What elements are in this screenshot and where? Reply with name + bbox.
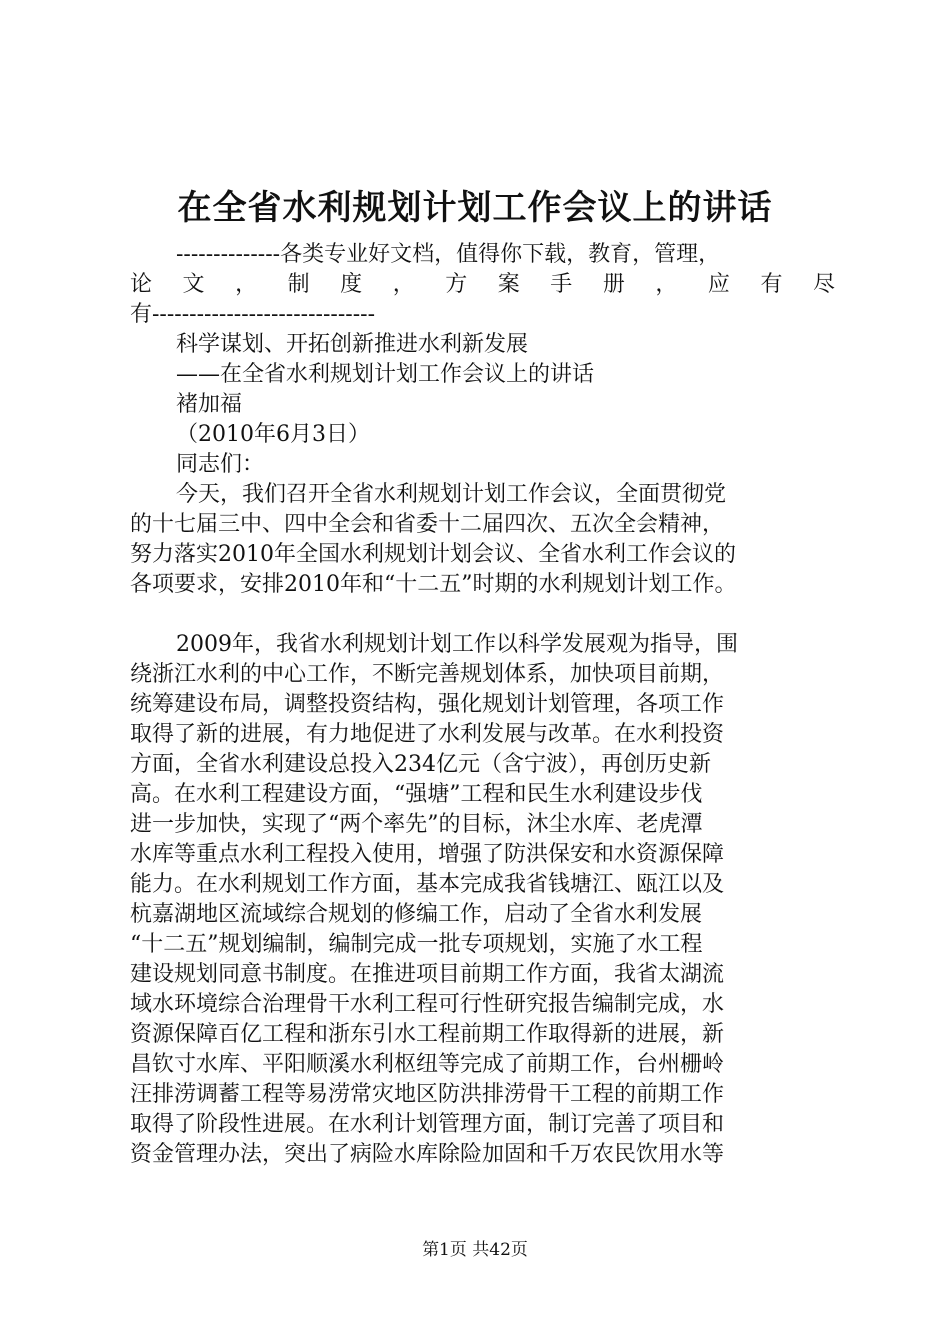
paragraph-line: 2009年，我省水利规划计划工作以科学发展观为指导，围 <box>176 632 738 657</box>
paragraph-line: 资源保障百亿工程和浙东引水工程前期工作取得新的进展，新 <box>130 1022 725 1047</box>
banner-line: 论 文 ， 制 度 ， 方 案 手 册 ， 应 有 尽 <box>130 272 835 297</box>
paragraph-line: 建设规划同意书制度。在推进项目前期工作方面，我省太湖流 <box>130 962 725 987</box>
paragraph-line: 水库等重点水利工程投入使用，增强了防洪保安和水资源保障 <box>130 842 725 867</box>
paragraph-line: 绕浙江水利的中心工作，不断完善规划体系，加快项目前期， <box>130 662 725 687</box>
speaker-name: 褚加福 <box>176 392 243 417</box>
paragraph-line: 资金管理办法，突出了病险水库除险加固和千万农民饮用水等 <box>130 1142 725 1167</box>
paragraph-line: “十二五”规划编制，编制完成一批专项规划，实施了水工程 <box>130 932 703 957</box>
paragraph-line: 今天，我们召开全省水利规划计划工作会议，全面贯彻党 <box>176 482 727 507</box>
paragraph-line: 高。在水利工程建设方面，“强塘”工程和民生水利建设步伐 <box>130 782 703 807</box>
paragraph-line: 取得了新的进展，有力地促进了水利发展与改革。在水利投资 <box>130 722 725 747</box>
salutation: 同志们： <box>176 452 265 477</box>
speech-title: 科学谋划、开拓创新推进水利新发展 <box>176 332 529 357</box>
paragraph-line: 昌钦寸水库、平阳顺溪水利枢纽等完成了前期工作，台州栅岭 <box>130 1052 725 1077</box>
paragraph-line: 进一步加快，实现了“两个率先”的目标，沐尘水库、老虎潭 <box>130 812 703 837</box>
paragraph-line: 能力。在水利规划工作方面，基本完成我省钱塘江、瓯江以及 <box>130 872 725 897</box>
paragraph-line: 努力落实2010年全国水利规划计划会议、全省水利工作会议的 <box>130 542 736 567</box>
paragraph-line: 各项要求，安排2010年和“十二五”时期的水利规划计划工作。 <box>130 572 737 597</box>
document-title: 在全省水利规划计划工作会议上的讲话 <box>177 188 773 228</box>
paragraph-line: 的十七届三中、四中全会和省委十二届四次、五次全会精神， <box>130 512 725 537</box>
speech-date: （2010年6月3日） <box>176 422 370 447</box>
banner-line: --------------各类专业好文档，值得你下载，教育，管理， <box>176 242 721 267</box>
paragraph-line: 域水环境综合治理骨干水利工程可行性研究报告编制完成，水 <box>130 992 725 1017</box>
paragraph-line: 方面，全省水利建设总投入234亿元（含宁波），再创历史新 <box>130 752 711 777</box>
paragraph-line: 杭嘉湖地区流域综合规划的修编工作，启动了全省水利发展 <box>130 902 703 927</box>
document-body <box>130 210 835 1170</box>
paragraph-line: 统筹建设布局，调整投资结构，强化规划计划管理，各项工作 <box>130 692 725 717</box>
paragraph-gap <box>130 600 835 630</box>
paragraph-line: 汪排涝调蓄工程等易涝常灾地区防洪排涝骨干工程的前期工作 <box>130 1082 725 1107</box>
page-number-footer: 第1页 共42页 <box>422 1240 528 1260</box>
banner-line: 有------------------------------ <box>130 302 376 327</box>
spacer <box>130 210 835 240</box>
paragraph-line: 取得了阶段性进展。在水利计划管理方面，制订完善了项目和 <box>130 1112 725 1137</box>
speech-subtitle: ——在全省水利规划计划工作会议上的讲话 <box>176 362 595 387</box>
